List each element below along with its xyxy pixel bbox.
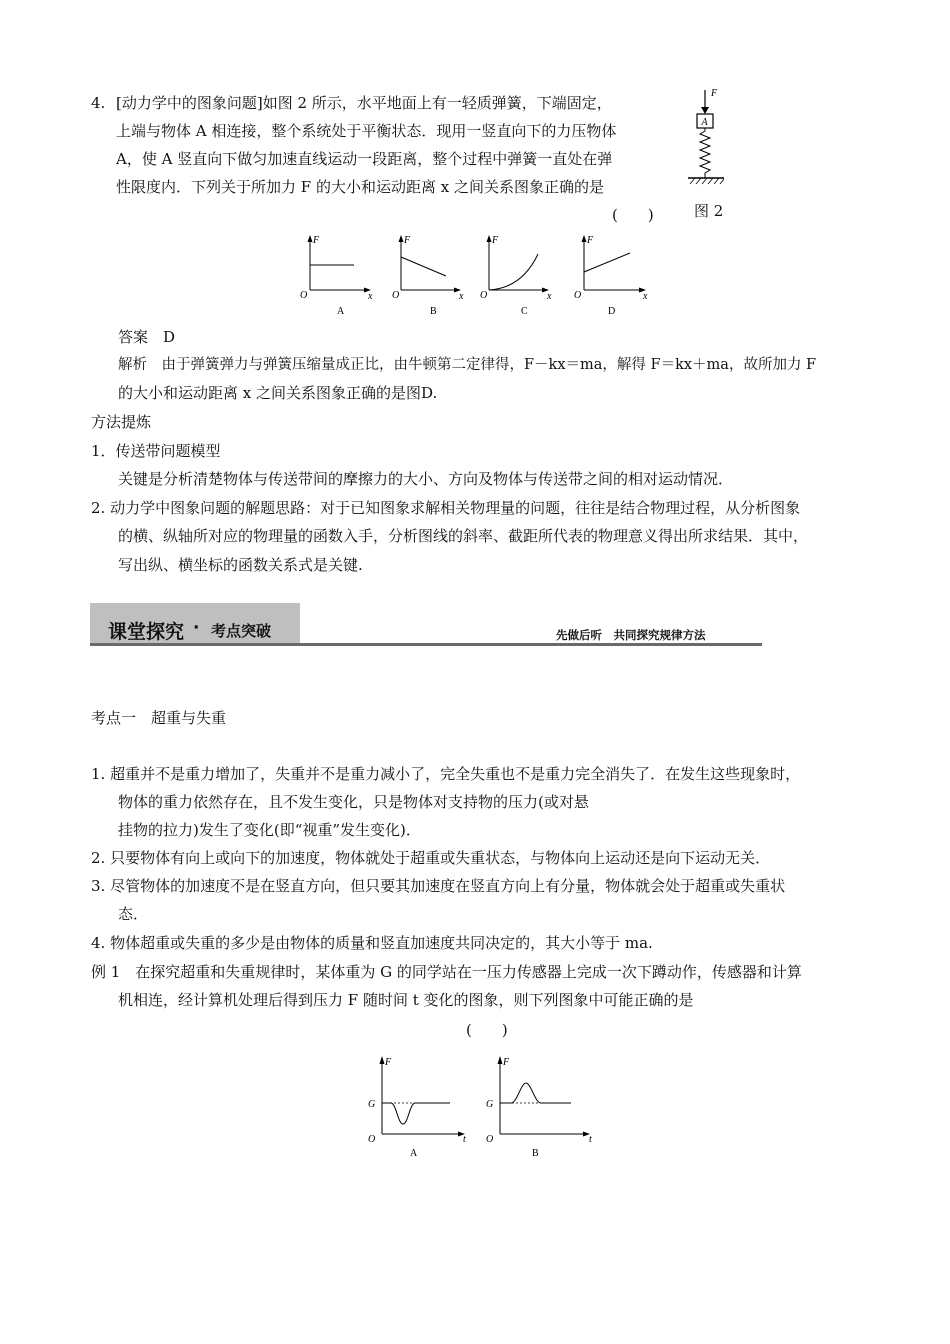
q4-line-1: [动力学中的图象问题]如图 2 所示，水平地面上有一轻质弹簧，下端固定， xyxy=(116,94,612,112)
banner-subtitle: 考点突破 xyxy=(211,622,272,640)
kp1-statement-2: 2. 只要物体有向上或向下的加速度，物体就处于超重或失重状态，与物体向上运动还是向下运动无关． xyxy=(91,849,771,867)
graph-c-x-label: x xyxy=(547,291,552,302)
q4-explanation-2: 的大小和运动距离 x 之间关系图象正确的是图D. xyxy=(118,384,438,402)
ex1-graph-b-label: B xyxy=(532,1148,539,1159)
graph-c-origin: O xyxy=(480,290,488,301)
ex1-graph-a-origin: O xyxy=(368,1134,376,1145)
graph-d-label: D xyxy=(608,306,616,317)
q4-explanation-1: 解析 由于弹簧弹力与弹簧压缩量成正比，由牛顿第二定律得，F－kx＝ma，解得 F＝kx＋ma，故所加力 F xyxy=(118,357,817,373)
q4-answer-graphs xyxy=(290,232,660,322)
ex1-graph-a-t-label: t xyxy=(463,1134,466,1145)
ex1-graph-b xyxy=(486,1056,592,1159)
q4-answer: 答案 D xyxy=(118,328,176,346)
kp1-statement-1-line-3: 挂物的拉力)发生了变化(即“视重”发生变化)． xyxy=(118,821,421,839)
graph-a-origin: O xyxy=(300,290,308,301)
graph-b-f-label: F xyxy=(404,235,411,246)
method-point-2-line-2: 的横、纵轴所对应的物理量的函数入手，分析图线的斜率、截距所代表的物理意义得出所求结果．其中， xyxy=(118,527,809,545)
ex1-graph-a-g-label: G xyxy=(368,1099,376,1110)
ex1-graph-b-curve xyxy=(500,1083,571,1103)
kp1-statement-3-line-1: 3. 尽管物体的加速度不是在竖直方向，但只要其加速度在竖直方向上有分量，物体就会处于超重或失重状 xyxy=(91,877,786,895)
kp1-statement-4: 4. 物体超重或失重的多少是由物体的质量和竖直加速度共同决定的，其大小等于 ma. xyxy=(91,934,653,952)
banner-dot: · xyxy=(193,618,200,638)
graph-a-x-label: x xyxy=(368,291,373,302)
graph-b-x-label: x xyxy=(459,291,464,302)
graph-a-label: A xyxy=(337,306,345,317)
ex1-graph-b-t-label: t xyxy=(589,1134,592,1145)
q4-answer-paren: ( ) xyxy=(612,206,654,224)
ex1-graph-a-label: A xyxy=(410,1148,418,1159)
q4-line-4: 性限度内．下列关于所加力 F 的大小和运动距离 x 之间关系图象正确的是 xyxy=(116,178,604,196)
graph-c xyxy=(480,235,552,317)
graph-a xyxy=(300,235,373,317)
graph-b-origin: O xyxy=(392,290,400,301)
method-point-2-line-3: 写出纵、横坐标的函数关系式是关键. xyxy=(118,556,363,574)
ex1-graph-b-origin: O xyxy=(486,1134,494,1145)
method-title: 方法提炼 xyxy=(91,413,152,431)
section-banner xyxy=(90,603,762,649)
kp1-title: 考点一 超重与失重 xyxy=(91,709,227,727)
graph-c-f-label: F xyxy=(492,235,499,246)
ex1-graph-b-f-label: F xyxy=(503,1057,510,1068)
graph-d-x-label: x xyxy=(643,291,648,302)
method-point-1-detail: 关键是分析清楚物体与传送带间的摩擦力的大小、方向及物体与传送带之间的相对运动情况． xyxy=(118,470,734,488)
graph-b-label: B xyxy=(430,306,437,317)
method-point-1: 1．传送带问题模型 xyxy=(91,442,221,460)
graph-d xyxy=(574,235,648,317)
graph-d-origin: O xyxy=(574,290,582,301)
banner-rule xyxy=(90,643,762,646)
ex1-graph-a-f-label: F xyxy=(385,1057,392,1068)
q4-number: 4. xyxy=(91,94,106,112)
graph-a-f-label: F xyxy=(313,235,320,246)
fig2-block-label: A xyxy=(701,117,708,128)
example-1-answer-paren: ( ) xyxy=(466,1021,508,1039)
example-1-graphs xyxy=(358,1050,608,1160)
graph-d-f-label: F xyxy=(587,235,594,246)
graph-c-curve xyxy=(489,254,538,290)
banner-title: 课堂探究 xyxy=(108,621,185,643)
example-1-line-1: 例 1 在探究超重和失重规律时，某体重为 G 的同学站在一压力传感器上完成一次下蹲动作，传感器和计算 xyxy=(91,963,802,981)
method-point-2-line-1: 2. 动力学中图象问题的解题思路：对于已知图象求解相关物理量的问题，往往是结合物理过程，从分析图象 xyxy=(91,499,801,517)
example-1-line-2: 机相连，经计算机处理后得到压力 F 随时间 t 变化的图象，则下列图象中可能正确的是 xyxy=(118,991,694,1009)
graph-d-curve xyxy=(584,253,630,272)
kp1-statement-1-line-2: 物体的重力依然存在，且不发生变化，只是物体对支持物的压力(或对悬 xyxy=(118,793,589,811)
q4-line-3: A，使 A 竖直向下做匀加速直线运动一段距离，整个过程中弹簧一直处在弹 xyxy=(116,150,613,168)
ex1-graph-a-curve xyxy=(382,1103,450,1124)
graph-c-label: C xyxy=(521,306,528,317)
kp1-statement-1-line-1: 1. 超重并不是重力增加了，失重并不是重力减小了，完全失重也不是重力完全消失了．在发生这些现象时， xyxy=(91,765,801,783)
fig2-force-label: F xyxy=(711,88,718,99)
banner-right-text: 先做后听 共同探究规律方法 xyxy=(556,628,706,642)
figure-2-caption: 图 2 xyxy=(694,202,724,220)
ex1-graph-b-g-label: G xyxy=(486,1099,494,1110)
graph-b-curve xyxy=(401,257,446,276)
graph-b xyxy=(392,235,464,317)
kp1-statement-3-line-2: 态． xyxy=(118,905,149,923)
q4-line-2: 上端与物体 A 相连接，整个系统处于平衡状态．现用一竖直向下的力压物体 xyxy=(116,122,617,140)
figure-2-spring-diagram xyxy=(680,84,730,194)
ex1-graph-a xyxy=(368,1056,466,1159)
